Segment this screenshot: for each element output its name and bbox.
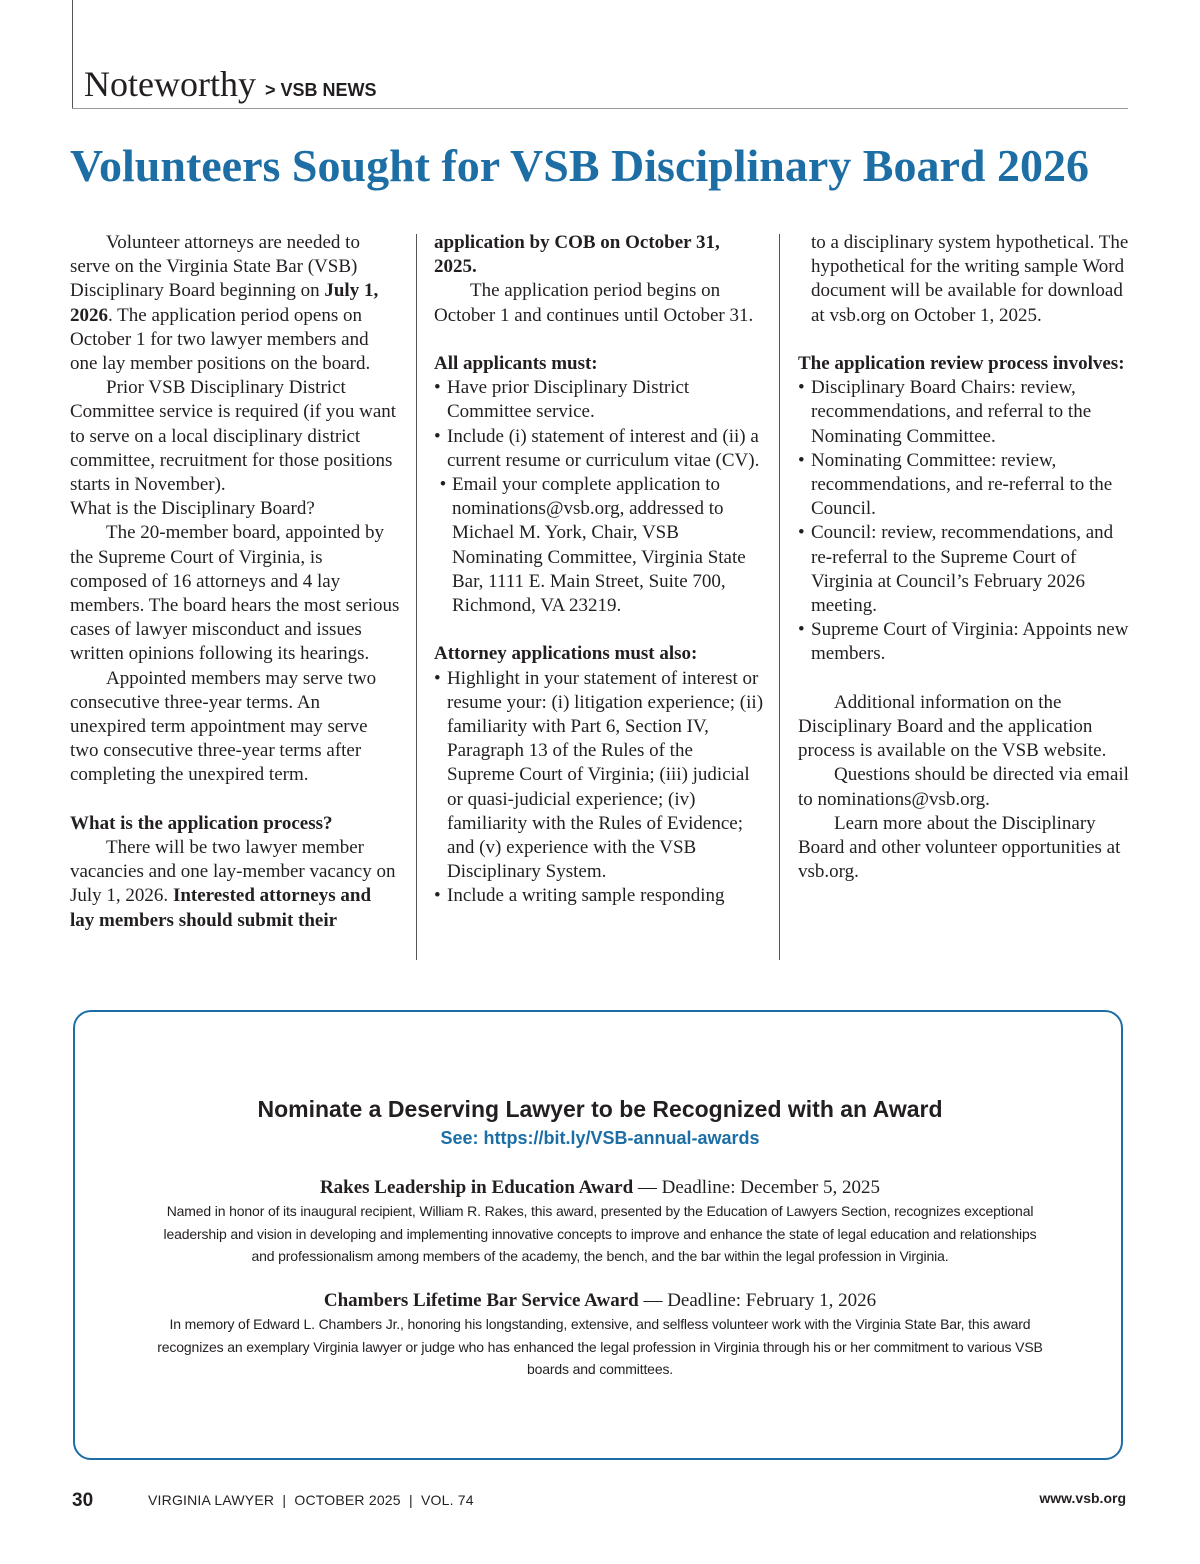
list-item: • Include a writing sample responding bbox=[434, 884, 764, 908]
page-number: 30 bbox=[72, 1490, 94, 1511]
awards-title: Nominate a Deserving Lawyer to be Recognized with an Award bbox=[257, 1096, 943, 1122]
award-description: In memory of Edward L. Chambers Jr., honoring his longstanding, extensive, and selfless volunteer work with the Virginia State Bar, this award bbox=[169, 1316, 1031, 1332]
header-rule-vertical bbox=[72, 0, 73, 108]
award-name: Rakes Leadership in Education Award bbox=[319, 1177, 634, 1198]
award-rakes bbox=[110, 1176, 1090, 1268]
bullet-list bbox=[434, 667, 764, 909]
subheading bbox=[434, 642, 764, 666]
spacer bbox=[434, 618, 764, 642]
article-title: Volunteers Sought for VSB Disciplinary Board 2026 bbox=[70, 140, 1089, 191]
spacer bbox=[434, 328, 764, 352]
award-description: Named in honor of its inaugural recipient, William R. Rakes, this award, presented by the Education of Lawyers Section, recognizes exceptional bbox=[166, 1203, 1034, 1219]
section-header bbox=[84, 60, 377, 114]
subheading-text: The application review process involves: bbox=[798, 353, 1125, 374]
column-divider bbox=[416, 234, 417, 960]
award-heading bbox=[110, 1289, 1090, 1313]
bold-text: application by COB on October 31, 2025. bbox=[434, 232, 720, 278]
bullet-list bbox=[798, 376, 1133, 666]
paragraph: Prior VSB Disciplinary District Committee service is required (if you want to serve on a local disciplinary district committee, recruitment for those positions starts in November). bbox=[70, 377, 397, 496]
award-chambers bbox=[110, 1289, 1090, 1381]
paragraph bbox=[70, 836, 400, 933]
article-column-3 bbox=[798, 231, 1133, 884]
awards-link[interactable]: See: https://bit.ly/VSB-annual-awards bbox=[440, 1128, 760, 1148]
award-name: Chambers Lifetime Bar Service Award bbox=[323, 1290, 639, 1311]
paragraph: The 20-member board, appointed by the Supreme Court of Virginia, is composed of 16 attorneys and 4 lay members. The board hears the most serious cases of lawyer misconduct and issues written opinions following its hearings. bbox=[70, 522, 400, 665]
spacer bbox=[70, 788, 400, 812]
paragraph: The application period begins on October 1 and continues until October 31. bbox=[434, 280, 754, 326]
list-item: • Disciplinary Board Chairs: review, recommendations, and referral to the Nominating Committee. bbox=[798, 376, 1133, 449]
subheading bbox=[434, 352, 764, 376]
award-description: recognizes an exemplary Virginia lawyer or judge who has enhanced the legal profession in Virginia through his or her commitment to various VSB bbox=[157, 1338, 1043, 1355]
subheading bbox=[798, 352, 1133, 376]
article-column-1 bbox=[70, 231, 400, 933]
article-column-2 bbox=[434, 231, 764, 909]
award-deadline: — Deadline: February 1, 2026 bbox=[638, 1290, 877, 1311]
spacer bbox=[798, 667, 1133, 691]
bullet-list bbox=[434, 376, 764, 618]
paragraph: Appointed members may serve two consecutive three-year terms. An unexpired term appointment may serve two consecutive three-year terms after completing the unexpired term. bbox=[70, 667, 377, 786]
bold-date: July 1, 2026 bbox=[70, 280, 379, 326]
question: What is the Disciplinary Board? bbox=[70, 498, 315, 520]
text: There will be two lawyer member vacancies and one lay-member vacancy on July 1, 2026. bbox=[70, 837, 396, 907]
list-item: • Nominating Committee: review, recommendations, and re-referral to the Council. bbox=[798, 449, 1133, 522]
paragraph: to a disciplinary system hypothetical. The hypothetical for the writing sample Word document will be available for download at vsb.org on October 1, 2025. bbox=[811, 232, 1129, 326]
section-name: Noteworthy bbox=[84, 64, 256, 104]
subheading bbox=[70, 812, 400, 836]
award-heading bbox=[110, 1176, 1090, 1200]
bold-text: Interested attorneys and lay members should submit their bbox=[70, 885, 372, 931]
subheading-text: All applicants must: bbox=[434, 353, 598, 374]
paragraph bbox=[434, 231, 764, 279]
list-item: • Council: review, recommendations, and re-referral to the Supreme Court of Virginia at Council’s February 2026 meeting. bbox=[798, 521, 1133, 618]
award-deadline: — Deadline: December 5, 2025 bbox=[633, 1177, 881, 1198]
subheading-text: Attorney applications must also: bbox=[434, 643, 698, 665]
footer-website[interactable]: www.vsb.org bbox=[1039, 1490, 1126, 1506]
list-item: • Highlight in your statement of interest or resume your: (i) litigation experience; (ii) familiarity with Part 6, Section IV, Paragraph 13 of the Rules of the Supreme Court of Virginia; (iii) judicial or quasi-judicial experience; (iv) familiarity with the Rules of Evidence; and (v) experience with the VSB Disciplinary System. bbox=[434, 667, 764, 885]
award-description: leadership and vision in developing and implementing innovative concepts to improve and enhance the state of legal education and relationships bbox=[163, 1225, 1037, 1242]
publication-info: VIRGINIA LAWYER | OCTOBER 2025 | VOL. 74 bbox=[148, 1492, 474, 1508]
list-item: • Supreme Court of Virginia: Appoints new members. bbox=[798, 618, 1133, 666]
paragraph: Learn more about the Disciplinary Board and other volunteer opportunities at vsb.org. bbox=[798, 812, 1121, 883]
paragraph: Additional information on the Disciplinary Board and the application process is available on the VSB website. bbox=[798, 691, 1107, 762]
list-item: • Have prior Disciplinary District Committee service. bbox=[434, 376, 764, 424]
column-divider bbox=[779, 234, 780, 960]
list-item: • Include (i) statement of interest and (ii) a current resume or curriculum vitae (CV). bbox=[434, 425, 764, 473]
paragraph: Questions should be directed via email to nominations@vsb.org. bbox=[798, 764, 1129, 810]
award-description: boards and committees. bbox=[526, 1361, 674, 1377]
list-item: • Email your complete application to nominations@vsb.org, addressed to Michael M. York, Chair, VSB Nominating Committee, Virginia State Bar, 1111 E. Main Street, Suite 700, Richmond, VA 23219. bbox=[434, 473, 764, 618]
subheading-text: What is the application process? bbox=[70, 812, 333, 834]
spacer bbox=[798, 328, 1133, 352]
award-description: and professionalism among members of the academy, the bench, and the bar within the legal profession in Virginia. bbox=[251, 1248, 949, 1264]
section-sub: > VSB NEWS bbox=[264, 80, 377, 100]
text: Volunteer attorneys are needed to serve on the Virginia State Bar (VSB) Disciplinary Board beginning on bbox=[70, 232, 360, 302]
paragraph bbox=[70, 231, 400, 376]
text: . The application period opens on October 1 for two lawyer members and one lay member positions on the board. bbox=[70, 304, 371, 375]
